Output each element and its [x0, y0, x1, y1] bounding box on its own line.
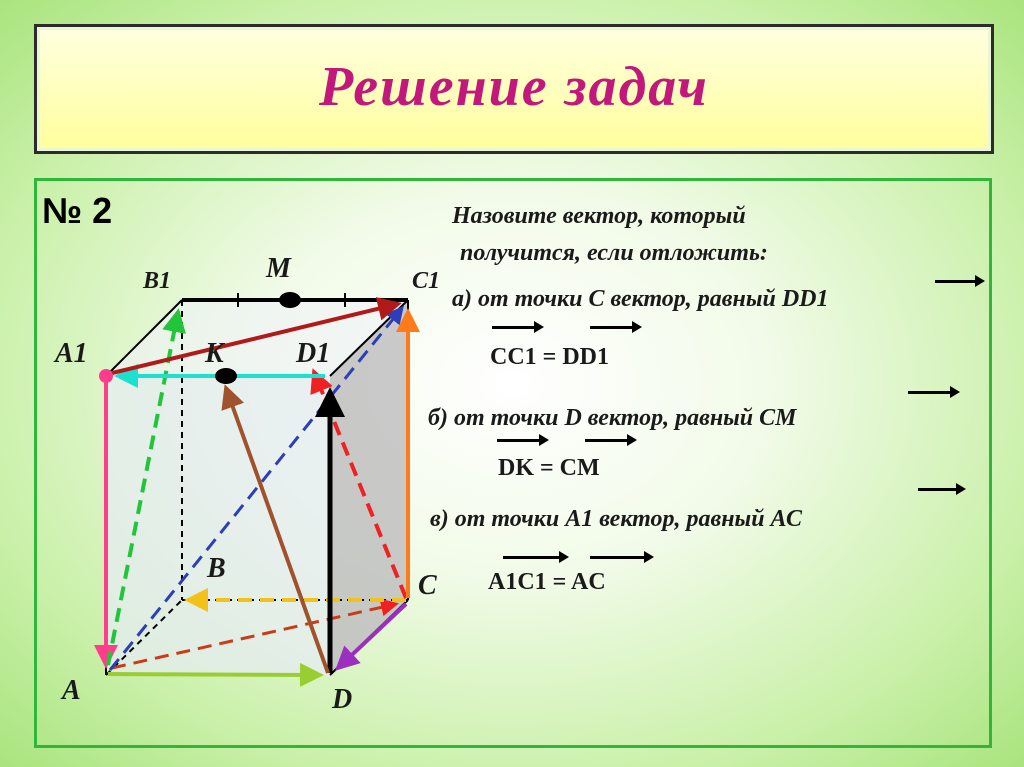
problem-number: № 2	[42, 190, 113, 231]
part-c-answer: A1C1 = AC	[488, 569, 606, 595]
part-c-label: в) от точки А1 вектор, равный АС	[430, 506, 802, 532]
label-b1: B1	[143, 268, 172, 294]
part-b-label: б) от точки D вектор, равный CM	[428, 405, 797, 431]
part-a-label: а) от точки С вектор, равный DD1	[452, 286, 829, 312]
label-c1: C1	[412, 268, 441, 294]
label-a1: A1	[55, 338, 88, 369]
slide-title: Решение задач	[319, 56, 709, 118]
point-m	[279, 292, 301, 308]
label-d: D	[332, 684, 353, 715]
question-line-1: Назовите вектор, который	[452, 203, 746, 229]
vector-ad	[108, 674, 320, 675]
part-b-answer: DK = CM	[498, 455, 600, 481]
label-c: C	[418, 570, 437, 601]
point-k	[215, 368, 237, 384]
part-a-answer: CC1 = DD1	[490, 344, 610, 370]
point-a1	[99, 369, 113, 383]
question-line-2: получится, если отложить:	[460, 240, 768, 266]
label-k: K	[205, 338, 224, 369]
label-b: B	[207, 553, 226, 584]
label-d1: D1	[296, 338, 331, 369]
label-m: M	[266, 253, 291, 284]
label-a: A	[62, 675, 81, 706]
front-face	[106, 376, 330, 675]
